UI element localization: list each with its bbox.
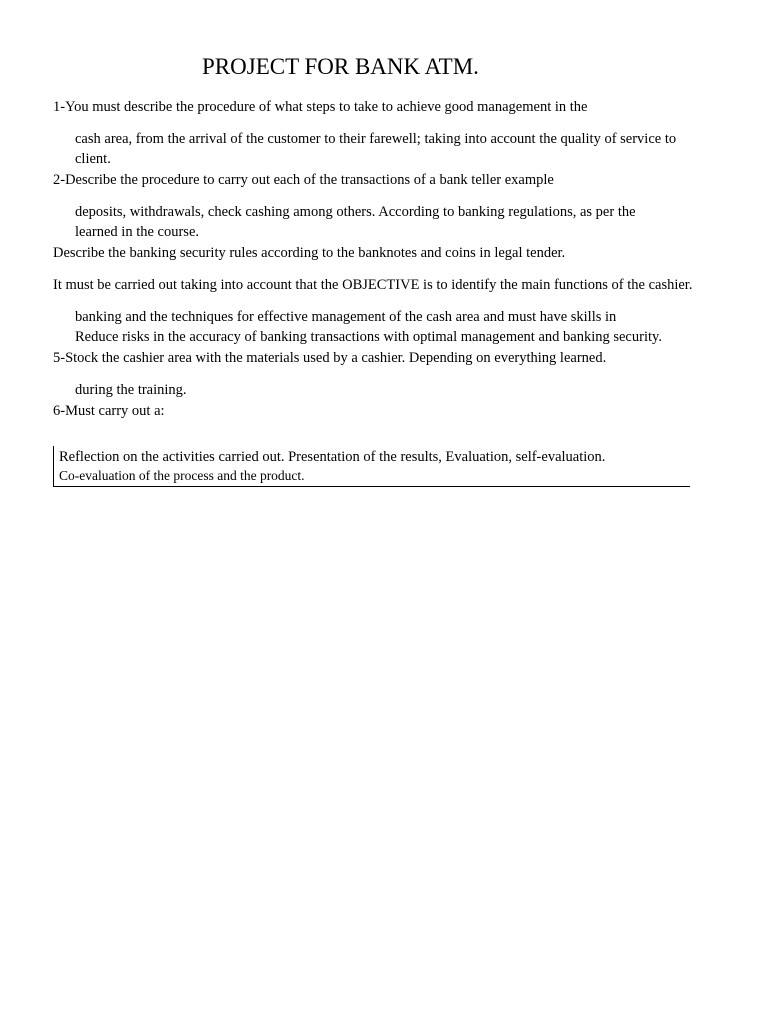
paragraph-line-7: Describe the banking security rules according to the banknotes and coins in legal tender. <box>53 245 566 261</box>
activities-box-line-1: Reflection on the activities carried out. Presentation of the results, Evaluation, self-evaluation. <box>59 449 606 465</box>
paragraph-line-12: during the training. <box>75 382 187 398</box>
paragraph-line-4: 2-Describe the procedure to carry out each of the transactions of a bank teller example <box>53 172 554 188</box>
paragraph-line-9: banking and the techniques for effective management of the cash area and must have skills in <box>75 309 617 325</box>
paragraph-line-3: client. <box>75 151 111 167</box>
paragraph-line-5: deposits, withdrawals, check cashing among others. According to banking regulations, as per the <box>75 204 636 220</box>
paragraph-line-10: Reduce risks in the accuracy of banking transactions with optimal management and banking security. <box>75 329 662 345</box>
activities-box-line-2: Co-evaluation of the process and the product. <box>59 468 305 483</box>
paragraph-line-2: cash area, from the arrival of the customer to their farewell; taking into account the quality of service to <box>75 131 677 147</box>
paragraph-line-13: 6-Must carry out a: <box>53 403 165 419</box>
paragraph-line-6: learned in the course. <box>75 224 200 240</box>
paragraph-line-8: It must be carried out taking into account that the OBJECTIVE is to identify the main functions of the cashier. <box>53 277 693 293</box>
document-title: PROJECT FOR BANK ATM. <box>202 54 479 79</box>
paragraph-line-11: 5-Stock the cashier area with the materials used by a cashier. Depending on everything learned. <box>53 350 607 366</box>
paragraph-line-1: 1-You must describe the procedure of what steps to take to achieve good management in the <box>53 99 588 115</box>
activities-box <box>53 446 690 487</box>
